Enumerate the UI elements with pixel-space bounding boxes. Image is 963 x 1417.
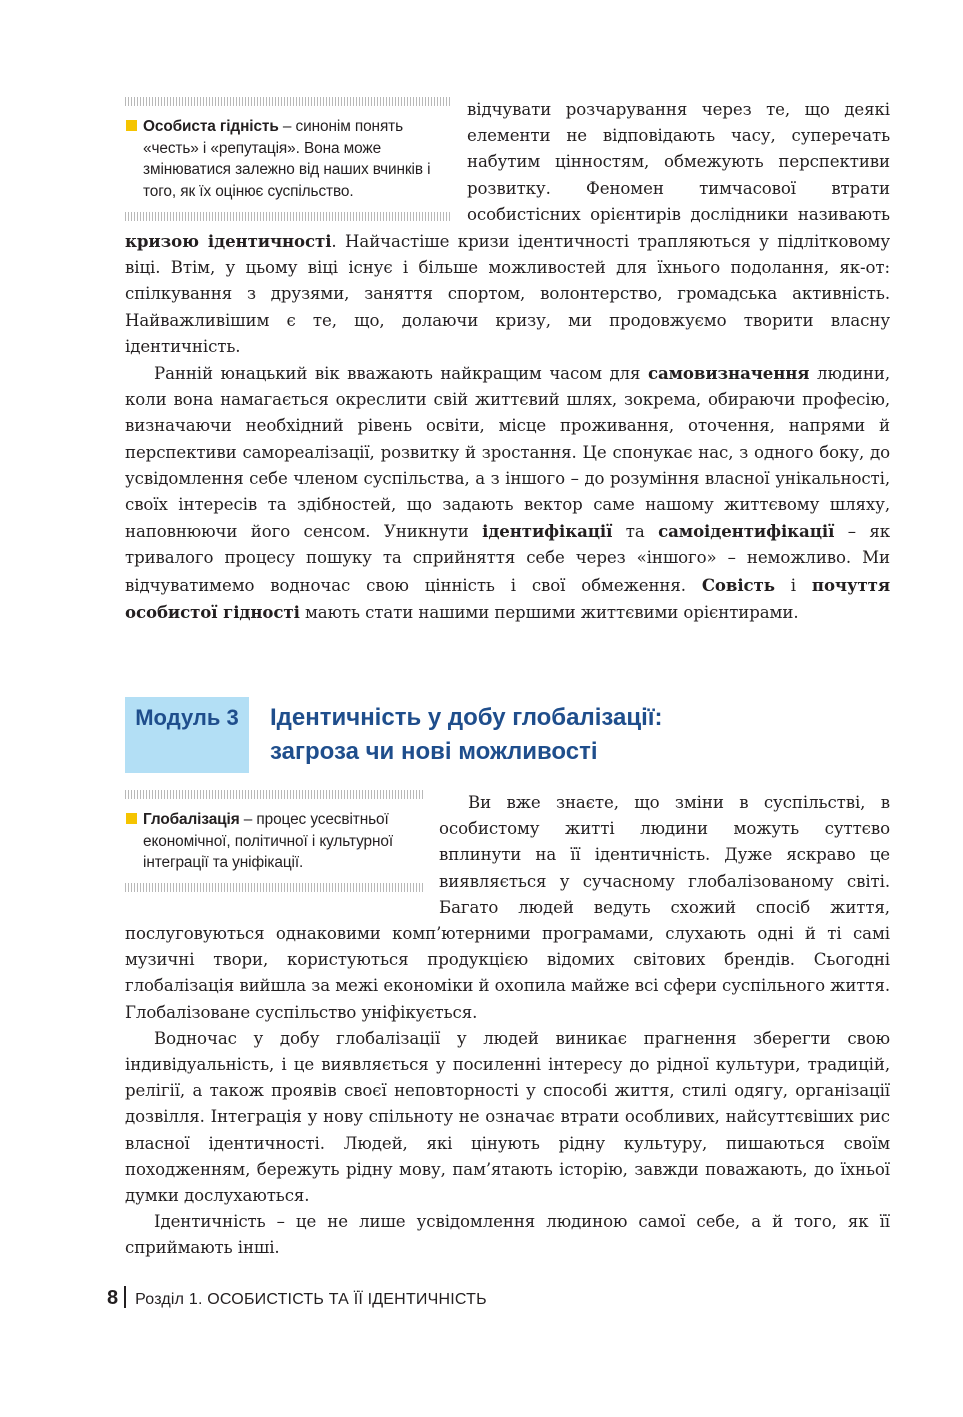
text-span: людини, коли вона намагається окреслити свій життєвий шлях, зокрема, обираючи професію, визначаючи необхідний рівень освіти, місце проживання, оточення, напрями й перспективи самореалізації, розвитку й зростання. Це спонукає нас, з одного боку, до усвідомлення себе членом суспільства, а з іншого – до розуміння власної унікальності, своїх інтересів та здібностей, що задають вектор саме нашому життєвому шляху, наповнюючи його сенсом. Уникнути [125, 364, 891, 542]
section-title: Розділ 1. ОСОБИСТІСТЬ ТА ЇЇ ІДЕНТИЧНІСТЬ [135, 1291, 487, 1308]
footer-divider [124, 1286, 126, 1308]
text-span: . Найчастіше кризи ідентичності трапляються у підлітковому віці. Втім, у цьому віці існує і більше можливостей для їхнього подолання, як-от: спілкування з друзями, заняття спортом, волонтерство, громадська активність. Найважливішим є те, що, долаючи кризу, ми продовжуємо творити власну ідентичність. [125, 232, 890, 356]
text-span: Ранній юнацький вік вважають найкращим часом для [154, 364, 648, 384]
page-number: 8 [107, 1287, 119, 1309]
yellow-square-bullet-icon [126, 120, 137, 131]
module-heading [125, 697, 725, 773]
lower-text-block [125, 790, 890, 1262]
text-span: відчувати розчарування через те, що деякі елементи не відповідають часу, суперечать набутим цінностям, обмежують перспективи розвитку. Феномен тимчасової втрати особистісних орієнтирів дослідники називають [467, 100, 890, 224]
paragraph-self-determination [125, 360, 890, 626]
definition-sidebar-dignity [125, 97, 451, 221]
bold-term: ідентифікації [482, 521, 613, 542]
bold-term: самоідентифікації [658, 521, 835, 542]
text-span: мають стати нашими першими життєвими орієнтирами. [299, 602, 799, 622]
text-span: і [774, 575, 812, 595]
definition-sidebar-globalization [125, 790, 425, 892]
paragraph-globalization: Ви вже знаєте, що зміни в суспільстві, в особистому житті людини можуть суттєво вплинути на її ідентичність. Дуже яскраво це виявляється у сучасному глобалізованому світі. Багато людей ведуть схожий спосіб життя, послуговуються однаковими комп’ютерними програмами, слухають одні й ті самі музичні твори, користуються продукцією відомих світових брендів. Сьогодні глобалізація вийшла за межі економіки й охопила майже всі сфери суспільного життя. Глобалізоване суспільство уніфікується. [125, 793, 890, 1022]
paragraph-individuality: Водночас у добу глобалізації у людей виникає прагнення зберегти свою індивідуальність, і це виявляється у посиленні інтересу до рідної культури, традицій, релігії, а також проявів своєї неповторності у способі життя, стилі одягу, організації дозвілля. Інтеграція у нову спільноту не означає втрати особливих, найсуттєвіших рис власної ідентичності. Людей, які цінують рідну культуру, пишаються своїм походженням, бережуть рідну мову, пам’ятають історію, завжди поважають, до їхньої думки дослухаються. [125, 1028, 890, 1206]
bold-term: кризою ідентичності [125, 231, 332, 252]
yellow-square-bullet-icon [126, 813, 137, 824]
definition-text: – процес усесвітньої економічної, політичної і культурної інтеграції та уніфікації. [143, 811, 394, 872]
module-title [270, 701, 710, 769]
paragraph-identity-definition: Ідентичність – це не лише усвідомлення людиною самої себе, а й того, як її сприймають інші. [125, 1212, 890, 1258]
module-title-line: Ідентичність у добу глобалізації: [270, 704, 663, 731]
definition-term: Особиста гідність [143, 118, 279, 135]
definition-term: Глобалізація [143, 811, 240, 828]
module-title-line: загроза чи нові можливості [270, 738, 598, 765]
bold-term: Совість [701, 574, 775, 595]
page-footer [107, 1286, 487, 1310]
module-label: Модуль 3 [125, 697, 249, 773]
text-span: та [612, 522, 659, 542]
upper-text-block [125, 97, 890, 626]
bold-term: самовизначення [647, 363, 810, 384]
definition-text: – синонім понять «честь» і «репутація». Вона може змінюватися залежно від наших вчинків і того, як їх оцінює суспільство. [143, 118, 431, 201]
bold-term: почуття особистої гідності [125, 574, 891, 622]
text-span: – як тривалого процесу пошуку та сприйняття себе через «іншого» – неможливо. Ми відчуватимемо водночас свою цінність і свої обмеження. [125, 522, 890, 595]
